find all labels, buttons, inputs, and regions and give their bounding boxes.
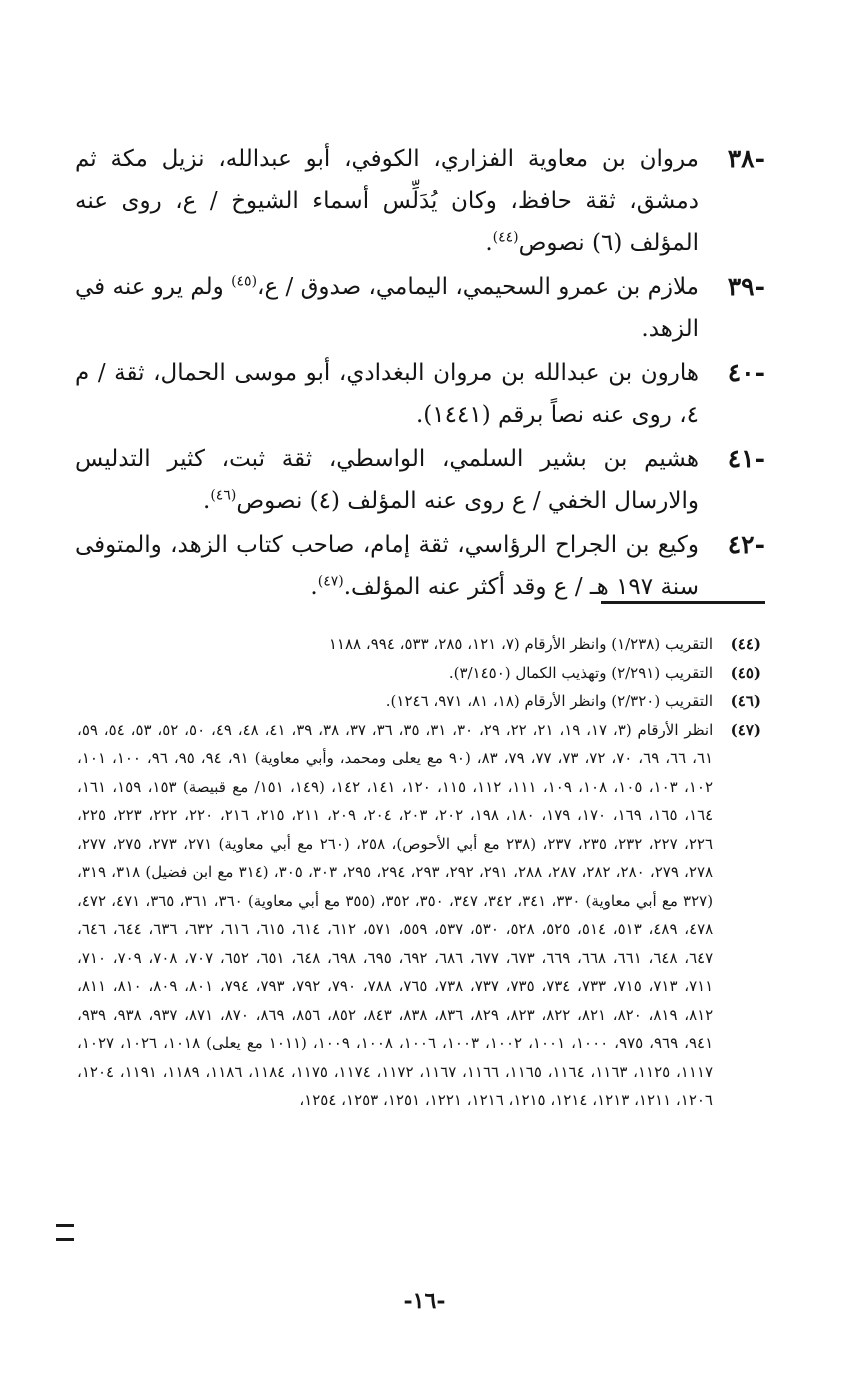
entry-41 <box>75 438 765 522</box>
entry-text: ملازم بن عمرو السحيمي، اليمامي، صدوق / ع،$^{(٤٥)}$ ولم يرو عنه في الزهد. <box>75 273 699 342</box>
entry-text: مروان بن معاوية الفزاري، الكوفي، أبو عبدالله، نزيل مكة ثم دمشق، ثقة حافظ، وكان يُدَلِّس أسماء الشيوخ / ع، روى عنه المؤلف (٦) نصوص$^{(٤٤)}$. <box>75 146 699 256</box>
entry-40 <box>75 352 765 436</box>
entry-text: هارون بن عبدالله بن مروان البغدادي، أبو موسى الحمال، ثقة / م ٤، روى عنه نصاً برقم (١٤٤١). <box>75 360 699 428</box>
footnote-text: انظر الأرقام (٣، ١٧، ١٩، ٢١، ٢٢، ٢٩، ٣٠، ٣١، ٣٥، ٣٦، ٣٧، ٣٨، ٣٩، ٤١، ٤٨، ٤٩، ٥٠، ٥٢، ٥٣، ٥٤، ٥٩، ٦١، ٦٦، ٦٩، ٧٠، ٧٢، ٧٣، ٧٧، ٧٩، ٨٣، (٩٠ مع يعلى ومحمد، وأبي معاوية) ٩١، ٩٤، ٩٥، ٩٦، ١٠٠، ١٠١، ١٠٢، ١٠٣، ١٠٥، ١٠٨، ١٠٩، ١١١، ١١٢، ١١٥، ١٢٠، ١٤١، ١٤٢، (١٤٩، ١٥١/ مع قبيصة) ١٥٣، ١٥٩، ١٦١، ١٦٤، ١٦٥، ١٦٩، ١٧٠، ١٧٩، ١٨٠، ١٩٨، ٢٠٢، ٢٠٣، ٢٠٤، ٢٠٩، ٢١١، ٢١٥، ٢١٦، ٢٢٠، ٢٢٢، ٢٢٣، ٢٢٥، ٢٢٦، ٢٢٧، ٢٣٢، ٢٣٥، ٢٣٧، (٢٣٨ مع أبي الأحوص)، ٢٥٨، (٢٦٠ مع أبي معاوية) ٢٧١، ٢٧٣، ٢٧٥، ٢٧٧، ٢٧٨، ٢٧٩، ٢٨٠، ٢٨٢، ٢٨٧، ٢٨٨، ٢٩١، ٢٩٢، ٢٩٣، ٢٩٤، ٢٩٥، ٣٠٣، ٣٠٥، (٣١٤ مع ابن فضيل) ٣١٨، ٣١٩، (٣٢٧ مع أبي معاوية) ٣٣٠، ٣٤١، ٣٤٢، ٣٤٧، ٣٥٠، ٣٥٢، (٣٥٥ مع أبي معاوية) ٣٦٠، ٣٦١، ٣٦٥، ٤٧١، ٤٧٢، ٤٧٨، ٤٨٩، ٥١٣، ٥١٤، ٥٢٥، ٥٢٨، ٥٣٠، ٥٣٧، ٥٥٩، ٥٧١، ٦١٢، ٦١٤، ٦١٥، ٦١٦، ٦٣٢، ٦٣٦، ٦٤٤، ٦٤٦، ٦٤٧، ٦٤٨، ٦٦١، ٦٦٨، ٦٦٩، ٦٧٣، ٦٧٧، ٦٨٦، ٦٩٢، ٦٩٥، ٦٩٨، ٦٤٨، ٦٥١، ٦٥٢، ٧٠٧، ٧٠٨، ٧٠٩، ٧١٠، ٧١١، ٧١٣، ٧١٥، ٧٣٣، ٧٣٤، ٧٣٥، ٧٣٧، ٧٣٨، ٧٦٥، ٧٨٨، ٧٩٠، ٧٩٢، ٧٩٣، ٧٩٤، ٨٠١، ٨٠٩، ٨١٠، ٨١١، ٨١٢، ٨١٩، ٨٢٠، ٨٢١، ٨٢٢، ٨٢٣، ٨٢٩، ٨٣٦، ٨٣٨، ٨٤٣، ٨٥٢، ٨٥٦، ٨٦٩، ٨٧٠، ٨٧١، ٩٣٧، ٩٣٨، ٩٣٩، ٩٤١، ٩٦٩، ٩٧٥، ١٠٠٠، ١٠٠١، ١٠٠٢، ١٠٠٣، ١٠٠٦، ١٠٠٨، ١٠٠٩، (١٠١١ مع يعلى) ١٠١٨، ١٠٢٦، ١٠٢٧، ١١١٧، ١١٢٥، ١١٦٣، ١١٦٤، ١١٦٥، ١١٦٦، ١١٦٧، ١١٧٢، ١١٧٤، ١١٧٥، ١١٨٤، ١١٨٦، ١١٨٩، ١١٩١، ١٢٠٤، ١٢٠٦، ١٢١١، ١٢١٣، ١٢١٤، ١٢١٥، ١٢١٦، ١٢٢١، ١٢٥١، ١٢٥٣، ١٢٥٤، <box>77 720 714 1109</box>
footnote-44 <box>77 630 761 659</box>
footnote-46 <box>77 687 761 716</box>
footnote-ref[interactable]: (٤٥) <box>231 273 258 290</box>
entry-number: -٣٨ <box>727 144 765 173</box>
footnote-number: (٤٦) <box>730 692 761 710</box>
footnote-number: (٤٥) <box>730 663 761 682</box>
footnote-45 <box>77 659 761 688</box>
entry-42 <box>75 524 765 608</box>
entry-text: وكيع بن الجراح الرؤاسي، ثقة إمام، صاحب كتاب الزهد، والمتوفى سنة ١٩٧ هـ / ع وقد أكثر عنه المؤلف.$^{(٤٧)}$. <box>75 532 699 600</box>
footnote-ref[interactable]: (٤٦) <box>210 487 237 504</box>
footnote-number: (٤٧) <box>730 720 761 739</box>
footnote-text: التقريب (٢/٢٩١) وتهذيب الكمال (٣/١٤٥٠). <box>448 663 713 682</box>
entry-39 <box>75 266 765 350</box>
footnotes <box>77 630 761 1115</box>
footnote-47 <box>77 716 761 1115</box>
narrator-entries <box>75 138 765 610</box>
entry-number: -٣٩ <box>727 272 765 301</box>
footnote-ref[interactable]: (٤٤) <box>492 229 519 246</box>
footnote-number: (٤٤) <box>730 635 761 653</box>
footnote-text: التقريب (٢/٣٢٠) وانظر الأرقام (١٨، ٨١، ٩٧١، ١٢٤٦). <box>385 692 713 710</box>
page-number: -١٦- <box>403 1288 446 1314</box>
footnote-separator <box>601 601 765 604</box>
entry-number: -٤٠ <box>727 358 765 387</box>
entry-text: هشيم بن بشير السلمي، الواسطي، ثقة ثبت، كثير التدليس والارسال الخفي / ع روى عنه المؤلف (٤) نصوص$^{(٤٦)}$. <box>75 446 699 514</box>
entry-38 <box>75 138 765 264</box>
footnote-text: التقريب (١/٢٣٨) وانظر الأرقام (٧، ١٢١، ٢٨٥، ٥٣٣، ٩٩٤، ١١٨٨ <box>328 635 713 653</box>
entry-number: -٤١ <box>727 444 765 473</box>
footnote-ref[interactable]: (٤٧) <box>317 573 344 590</box>
continuation-mark <box>56 1224 74 1241</box>
entry-number: -٤٢ <box>727 530 765 559</box>
